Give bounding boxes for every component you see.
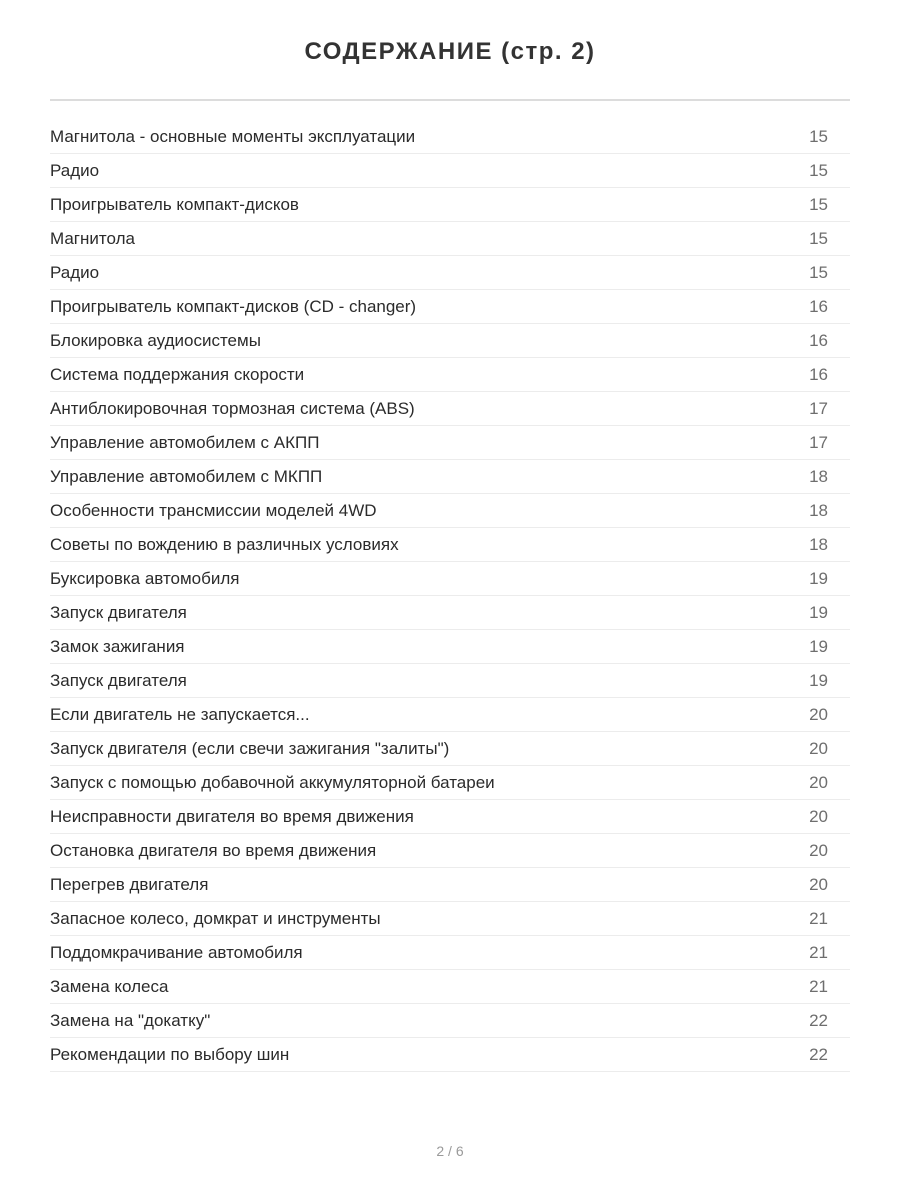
toc-entry-page: 20 — [809, 772, 828, 792]
toc-entry[interactable] — [50, 528, 850, 562]
toc-entry-title: Управление автомобилем с АКПП — [50, 432, 320, 452]
toc-entry[interactable] — [50, 732, 850, 766]
toc-entry[interactable] — [50, 222, 850, 256]
toc-entry[interactable] — [50, 1038, 850, 1072]
toc-entry[interactable] — [50, 596, 850, 630]
toc-entry-title: Рекомендации по выбору шин — [50, 1044, 290, 1064]
toc-entry[interactable] — [50, 698, 850, 732]
toc-entry-page: 15 — [809, 126, 828, 146]
toc-entry[interactable] — [50, 120, 850, 154]
toc-entry[interactable] — [50, 562, 850, 596]
toc-entry[interactable] — [50, 834, 850, 868]
toc-entry-page: 16 — [809, 364, 828, 384]
toc-entry-title: Неисправности двигателя во время движения — [50, 806, 414, 826]
toc-entry-page: 20 — [809, 704, 828, 724]
toc-entry-title: Блокировка аудиосистемы — [50, 330, 261, 350]
toc-entry[interactable] — [50, 290, 850, 324]
toc-entry[interactable] — [50, 1004, 850, 1038]
toc-entry-page: 15 — [809, 194, 828, 214]
toc-entry[interactable] — [50, 800, 850, 834]
toc-entry-page: 17 — [809, 432, 828, 452]
toc-entry[interactable] — [50, 392, 850, 426]
toc-entry-title: Запуск двигателя — [50, 670, 187, 690]
page-title: СОДЕРЖАНИЕ (стр. 2) — [304, 38, 596, 65]
toc-entry[interactable] — [50, 766, 850, 800]
toc-entry-title: Запуск двигателя — [50, 602, 187, 622]
toc-entry[interactable] — [50, 970, 850, 1004]
toc-entry-page: 15 — [809, 262, 828, 282]
toc-entry-page: 19 — [809, 636, 828, 656]
toc-entry-page: 21 — [809, 976, 828, 996]
toc-entry-page: 21 — [809, 942, 828, 962]
toc-entry[interactable] — [50, 630, 850, 664]
toc-entry-page: 16 — [809, 330, 828, 350]
toc-entry-page: 22 — [809, 1010, 828, 1030]
toc-entry-page: 16 — [809, 296, 828, 316]
toc-entry-title: Буксировка автомобиля — [50, 568, 240, 588]
toc-entry-title: Запуск двигателя (если свечи зажигания "залиты") — [50, 738, 450, 758]
toc-entry-title: Антиблокировочная тормозная система (ABS) — [50, 398, 415, 418]
toc-entry-page: 18 — [809, 466, 828, 486]
toc-entry-title: Проигрыватель компакт-дисков — [50, 194, 299, 214]
toc-entry-page: 19 — [809, 670, 828, 690]
toc-entry[interactable] — [50, 664, 850, 698]
toc-entry[interactable] — [50, 902, 850, 936]
toc-entry-title: Радио — [50, 262, 100, 282]
toc-entry-title: Запуск с помощью добавочной аккумуляторной батареи — [50, 772, 495, 792]
toc-entry-page: 21 — [809, 908, 828, 928]
toc-entry-page: 18 — [809, 534, 828, 554]
toc-entry[interactable] — [50, 426, 850, 460]
toc-entry-page: 20 — [809, 806, 828, 826]
table-of-contents — [50, 120, 850, 1072]
toc-entry-title: Магнитола - основные моменты эксплуатации — [50, 126, 416, 146]
toc-entry-title: Если двигатель не запускается... — [50, 704, 310, 724]
toc-entry[interactable] — [50, 494, 850, 528]
toc-entry[interactable] — [50, 358, 850, 392]
toc-entry-title: Магнитола — [50, 228, 135, 248]
toc-entry-page: 19 — [809, 602, 828, 622]
toc-entry-title: Замена на "докатку" — [50, 1010, 211, 1030]
toc-entry-title: Система поддержания скорости — [50, 364, 305, 384]
toc-entry-page: 15 — [809, 160, 828, 180]
toc-entry[interactable] — [50, 324, 850, 358]
toc-entry-page: 20 — [809, 738, 828, 758]
toc-entry-title: Проигрыватель компакт-дисков (CD - changer) — [50, 296, 417, 316]
toc-entry-page: 19 — [809, 568, 828, 588]
toc-entry[interactable] — [50, 154, 850, 188]
toc-entry-page: 22 — [809, 1044, 828, 1064]
toc-entry-title: Советы по вождению в различных условиях — [50, 534, 399, 554]
toc-entry-page: 20 — [809, 840, 828, 860]
toc-entry-title: Радио — [50, 160, 100, 180]
toc-entry-page: 17 — [809, 398, 828, 418]
toc-entry-title: Перегрев двигателя — [50, 874, 209, 894]
toc-entry-page: 15 — [809, 228, 828, 248]
toc-entry[interactable] — [50, 936, 850, 970]
toc-entry[interactable] — [50, 460, 850, 494]
toc-entry-title: Управление автомобилем с МКПП — [50, 466, 323, 486]
toc-entry-title: Замена колеса — [50, 976, 169, 996]
toc-entry-title: Особенности трансмиссии моделей 4WD — [50, 500, 377, 520]
toc-entry-page: 18 — [809, 500, 828, 520]
toc-entry-title: Поддомкрачивание автомобиля — [50, 942, 303, 962]
toc-entry-title: Запасное колесо, домкрат и инструменты — [50, 908, 381, 928]
toc-entry[interactable] — [50, 188, 850, 222]
title-divider — [50, 99, 850, 101]
toc-entry-title: Остановка двигателя во время движения — [50, 840, 377, 860]
toc-entry-page: 20 — [809, 874, 828, 894]
page-number: 2 / 6 — [436, 1143, 464, 1159]
toc-entry[interactable] — [50, 256, 850, 290]
toc-entry-title: Замок зажигания — [50, 636, 185, 656]
toc-entry[interactable] — [50, 868, 850, 902]
